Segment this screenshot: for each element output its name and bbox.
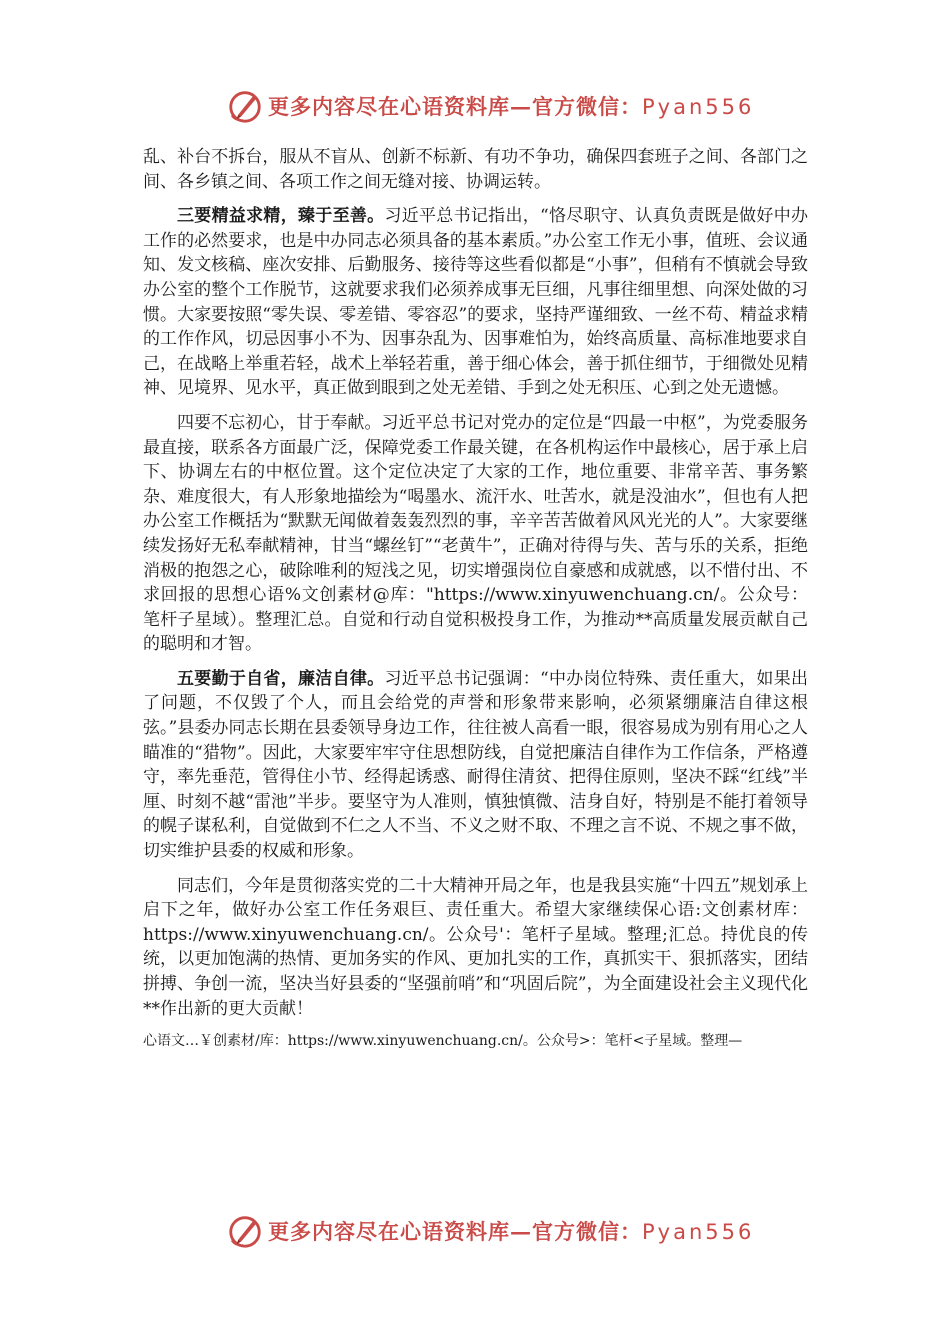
paragraph-point-five [143, 667, 808, 864]
document-body [143, 145, 808, 1061]
paragraph-body: 习近平总书记指出，“恪尽职守、认真负责既是做好中办工作的必然要求，也是中办同志必须具备的基本素质。”办公室工作无小事，值班、会议通知、发文核稿、座次安排、后勤服务、接待等这些看似都是“小事”，但稍有不慎就会导致办公室的整个工作脱节，这就要求我们必须养成事无巨细，凡事往细里想、向深处做的习惯。大家要按照“零失误、零差错、零容忍”的要求，坚持严谨细致、一丝不苟、精益求精的工作作风，切忌因事小不为、因事杂乱为、因事难怕为，始终高质量、高标准地要求自己，在战略上举重若轻，战术上举轻若重，善于细心体会，善于抓住细节，于细微处见精神、见境界、见水平，真正做到眼到之处无差错、手到之处无积压、心到之处无遗憾。 [143, 206, 808, 399]
footer-banner-title: 更多内容尽在心语资料库—官方微信： [268, 1219, 642, 1244]
footer-source-line: 心语文…￥创素材/库：https://www.xinyuwenchuang.cn/。公众号>：笔杆<子星域。整理— [143, 1033, 743, 1050]
paragraph-point-four [143, 411, 808, 657]
paragraph-body: 同志们，今年是贯彻落实党的二十大精神开局之年，也是我县实施“十四五”规划承上启下之年，做好办公室工作任务艰巨、责任重大。希望大家继续保心语:文创素材库：https://www.xinyuwenchuang.cn/。公众号'：笔杆子星域。整理;汇总。持优良的传统，以更加饱满的热情、更加务实的作风、更加扎实的工作，真抓实干、狠抓落实，团结拼搏、争创一流，坚决当好县委的“坚强前哨”和“巩固后院”，为全面建设社会主义现代化**作出新的更大贡献！ [143, 875, 808, 1019]
header-banner [226, 86, 755, 126]
footer-banner-text [268, 1216, 754, 1246]
paragraph-lead: 三要精益求精，臻于至善。 [177, 206, 385, 227]
paragraph-body: 乱、补台不拆台，服从不盲从、创新不标新、有功不争功，确保四套班子之间、各部门之间、各乡镇之间、各项工作之间无缝对接、协调运转。 [143, 147, 808, 192]
pen-circle-logo-icon [226, 87, 264, 125]
footer-banner [226, 1211, 755, 1251]
paragraph-body: 习近平总书记强调：“中办岗位特殊、责任重大，如果出了问题，不仅毁了个人，而且会给党的声誉和形象带来影响，必须紧绷廉洁自律这根弦。”县委办同志长期在县委领导身边工作，往往被人高看一眼，很容易成为别有用心之人瞄准的“猎物”。因此，大家要牢牢守住思想防线，自觉把廉洁自律作为工作信条，严格遵守，率先垂范，管得住小节、经得起诱惑、耐得住清贫、把得住原则，坚决不踩“红线”半厘、时刻不越“雷池”半步。要坚守为人准则，慎独慎微、洁身自好，特别是不能打着领导的幌子谋私利，自觉做到不仁之人不当、不义之财不取、不理之言不说、不规之事不做，切实维护县委的权威和形象。 [143, 668, 808, 862]
paragraph-body: 四要不忘初心，甘于奉献。习近平总书记对党办的定位是“四最一中枢”，为党委服务最直接，联系各方面最广泛，保障党委工作最关键，在各机构运作中最核心，居于承上启下、协调左右的中枢位置。这个定位决定了大家的工作，地位重要、非常辛苦、事务繁杂、难度很大，有人形象地描绘为“喝墨水、流汗水、吐苦水，就是没油水”，但也有人把办公室工作概括为“默默无闻做着轰轰烈烈的事，辛辛苦苦做着风风光光的人”。大家要继续发扬好无私奉献精神，甘当“螺丝钉”“老黄牛”，正确对待得与失、苦与乐的关系，拒绝消极的抱怨之心，破除唯利的短浅之见，切实增强岗位自豪感和成就感，以不惜付出、不求回报的思想心语%文创素材@库："https://www.xinyuwenchuang.cn/。公众号：笔杆子星域）。整理汇总。自觉和行动自觉积极投身工作，为推动**高质量发展贡献自己的聪明和才智。 [143, 412, 808, 655]
paragraph-lead: 五要勤于自省，廉洁自律。 [177, 668, 385, 689]
paragraph-point-three [143, 204, 808, 401]
pen-circle-logo-icon [226, 1212, 264, 1250]
header-banner-text [268, 91, 754, 121]
header-wechat-id: Pyan556 [642, 95, 755, 119]
paragraph-continuation [143, 145, 808, 194]
footer-wechat-id: Pyan556 [642, 1220, 755, 1244]
paragraph-closing [143, 874, 808, 1022]
header-banner-title: 更多内容尽在心语资料库—官方微信： [268, 94, 642, 119]
